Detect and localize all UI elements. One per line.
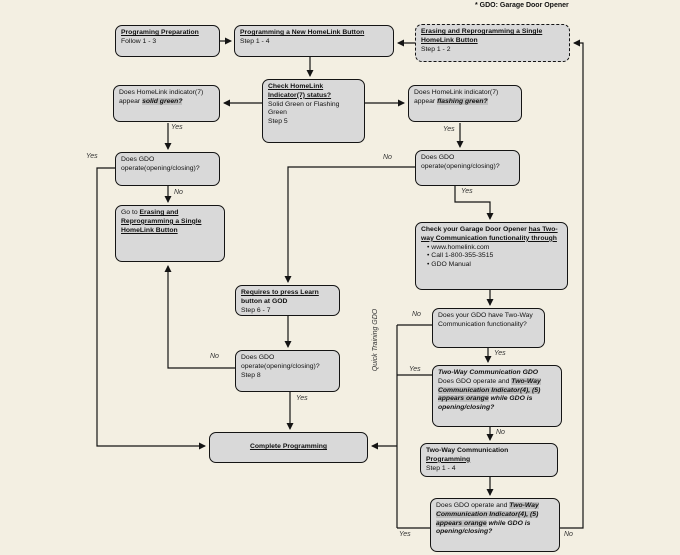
box-title: Erasing and Reprogramming a Single HomeLink Button	[421, 28, 543, 44]
box-goto-erasing	[115, 205, 225, 262]
label-yes-twowaygdo: Yes	[409, 366, 421, 373]
label-yes-gdoleft: Yes	[86, 153, 98, 160]
box-step: Step 8	[241, 371, 261, 379]
label-yes-gdoright: Yes	[461, 188, 473, 195]
quick-training-gdo-label: Quick Training GDO	[372, 308, 379, 372]
connector-step8-no-to-goto	[168, 266, 235, 368]
box-title: Programing Preparation	[121, 29, 199, 36]
box-detail: Solid Green or Flashing Green	[268, 100, 340, 117]
highlight-flashing-green: flashing green?	[437, 97, 488, 105]
box-press-learn-button	[235, 285, 340, 316]
decision-twoway-gdo-orange	[432, 365, 562, 427]
decision-gdo-operates-left	[115, 152, 220, 186]
box-programming-preparation	[115, 25, 220, 57]
box-complete-programming	[209, 432, 368, 463]
label-yes-step8: Yes	[296, 395, 308, 402]
label-yes-flashinggreen: Yes	[443, 126, 455, 133]
highlight-solid-green: solid green?	[142, 97, 183, 105]
box-step: Step 1 - 4	[426, 464, 456, 472]
decision-solid-green	[113, 85, 220, 122]
box-title: Check your Garage Door Opener has Two-way Communication functionality through	[421, 226, 558, 242]
box-title: Complete Programming	[249, 443, 328, 451]
box-title: Two-Way Communication Programming	[426, 447, 509, 463]
decision-final-orange-check	[430, 498, 560, 552]
label-yes-havetwoway: Yes	[494, 350, 506, 357]
decision-text: Does GDO operate(opening/closing)?	[121, 156, 200, 172]
decision-text: Does GDO operate and	[438, 377, 512, 385]
label-no-havetwoway: No	[412, 311, 421, 318]
label-yes-finalcheck: Yes	[399, 531, 411, 538]
decision-text: Does GDO operate and	[436, 502, 510, 509]
bullet-phone: • Call 1-800-355-3515	[421, 252, 562, 261]
box-step: Step 1 - 2	[421, 45, 451, 53]
highlight-indicator-orange: Two-Way Communication Indicator(4), (5) appears orange	[436, 502, 539, 527]
highlight-indicator-orange: Two-Way Communication Indicator(4), (5) appears orange	[438, 377, 541, 403]
box-title: Two-Way Communication GDO	[438, 369, 539, 376]
connector-gdoright-no-to-learn	[288, 167, 415, 282]
box-step: Step 6 - 7	[241, 306, 271, 314]
box-step: Step 1 - 4	[240, 37, 270, 45]
decision-text: Does HomeLink indicator(7) appear	[119, 89, 204, 105]
box-step: Step 5	[268, 118, 288, 126]
decision-gdo-operates-step8	[235, 350, 340, 392]
bullet-homelink-url[interactable]: • www.homelink.com	[421, 244, 562, 253]
box-title: Programming a New HomeLink Button	[240, 29, 365, 36]
box-check-twoway-functionality	[415, 222, 568, 290]
decision-have-twoway	[432, 308, 545, 348]
box-title: Check HomeLink Indicator(7) status?	[268, 83, 332, 99]
goto-text: Go to	[121, 209, 140, 216]
label-no-step8: No	[210, 353, 219, 360]
bullet-gdo-manual: • GDO Manual	[421, 261, 562, 270]
gdo-footnote: * GDO: Garage Door Opener	[475, 2, 569, 9]
box-title: Requires to press Learn button at GOD	[241, 289, 319, 305]
label-yes-solidgreen: Yes	[171, 124, 183, 131]
box-step: Follow 1 - 3	[121, 37, 157, 45]
decision-flashing-green	[408, 85, 522, 122]
erasing-reprogramming-link[interactable]: Erasing and Reprogramming a Single HomeLink Button	[121, 209, 202, 234]
decision-text: Does your GDO have Two-Way Communication functionality?	[438, 312, 533, 328]
decision-text-tail: while GDO is opening/closing?	[436, 519, 531, 536]
box-twoway-programming	[420, 443, 558, 477]
box-erasing-reprogramming	[415, 24, 570, 62]
decision-text: Does GDO operate(opening/closing)?	[421, 154, 500, 170]
decision-gdo-operates-right	[415, 150, 520, 186]
label-no-finalcheck: No	[564, 531, 573, 538]
label-no-twowaygdo: No	[496, 429, 505, 436]
box-programming-new-button	[234, 25, 394, 57]
decision-text: Does GDO operate(opening/closing)?	[241, 354, 320, 370]
decision-text-tail: while GDO is opening/closing?	[438, 395, 533, 412]
decision-text: Does HomeLink indicator(7) appear	[414, 89, 499, 105]
box-check-indicator-status	[262, 79, 365, 143]
label-no-gdoright: No	[383, 154, 392, 161]
label-no-gdoleft: No	[174, 189, 183, 196]
